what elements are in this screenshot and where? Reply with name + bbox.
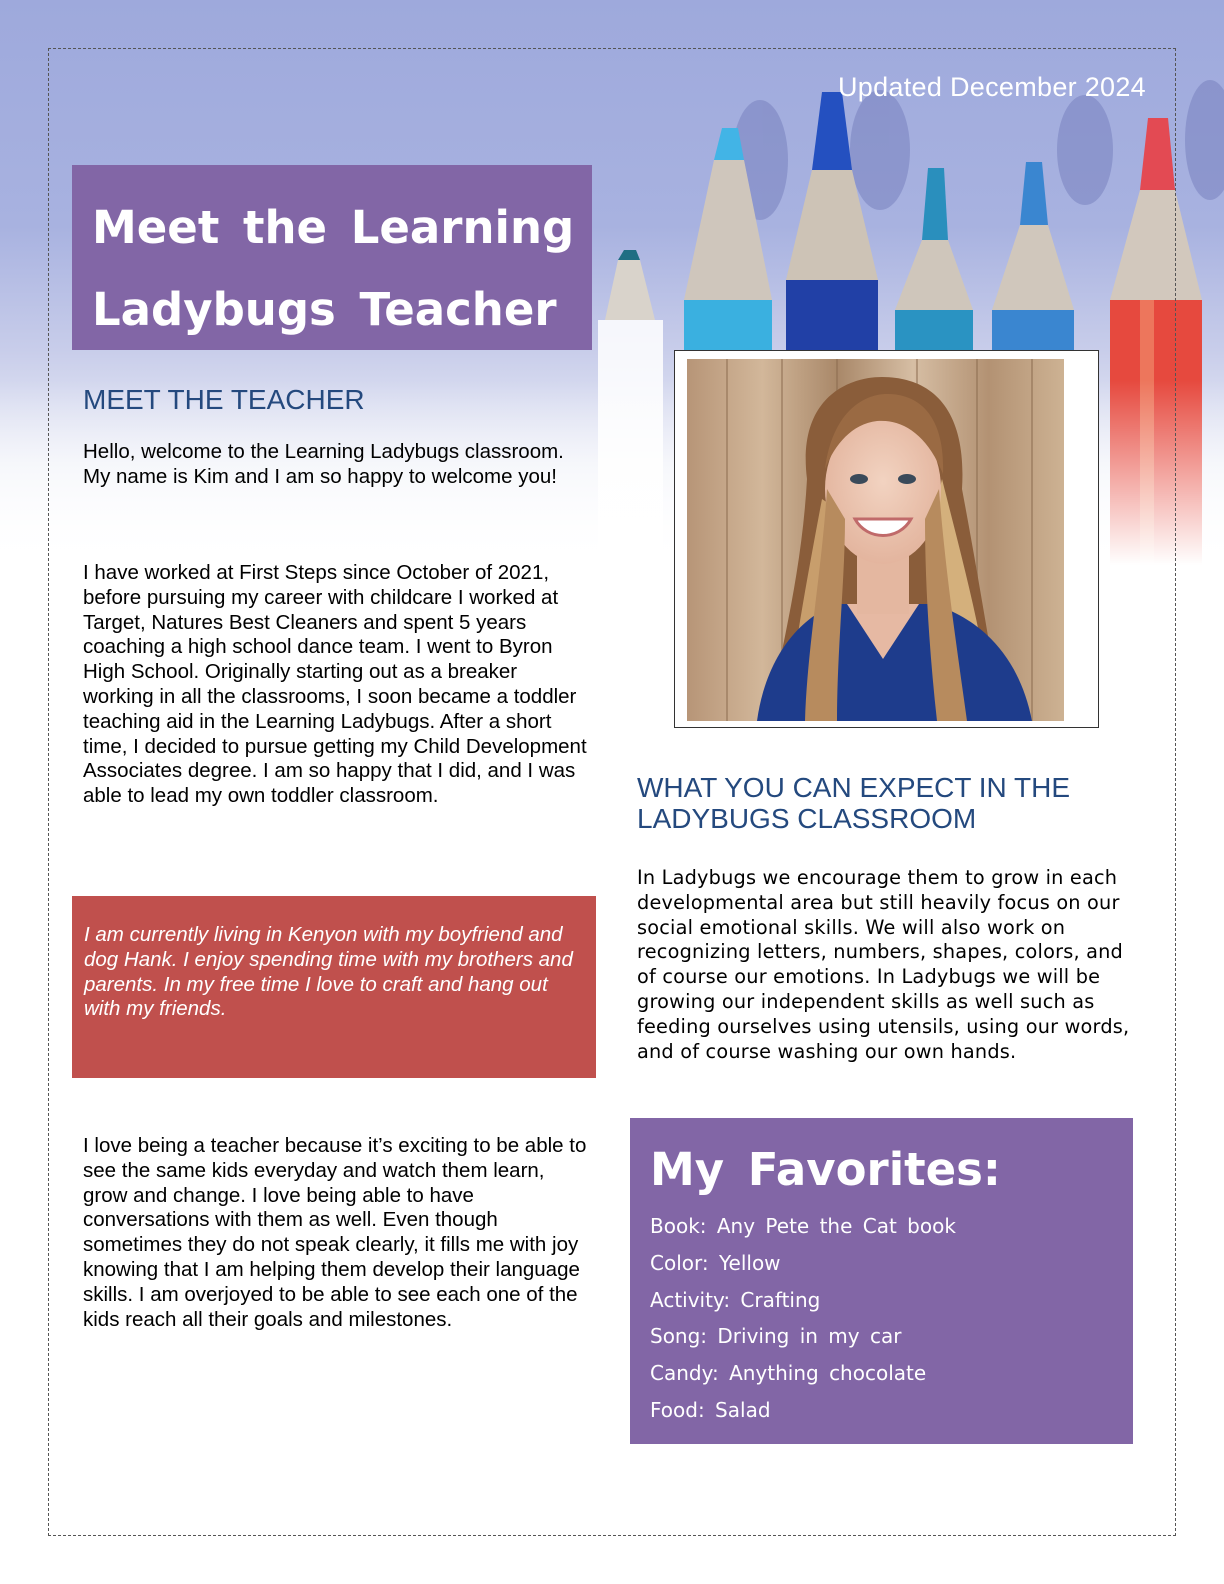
favorites-title: My Favorites: [650, 1143, 1001, 1196]
expect-heading-line-1: WHAT YOU CAN EXPECT IN THE [637, 772, 1071, 803]
favorite-candy: Candy: Anything chocolate [650, 1361, 927, 1386]
page-title-line-1: Meet the Learning [92, 201, 575, 254]
favorite-activity: Activity: Crafting [650, 1287, 821, 1312]
updated-date: Updated December 2024 [838, 72, 1146, 102]
expect-heading [637, 772, 1070, 834]
intro-paragraph: Hello, welcome to the Learning Ladybugs classroom. My name is Kim and I am so happy to welcome you! [83, 440, 564, 488]
page-title-line-2: Ladybugs Teacher [92, 283, 557, 336]
favorite-color: Color: Yellow [650, 1250, 781, 1275]
why-teach-paragraph: I love being a teacher because it’s exciting to be able to see the same kids everyday and watch them learn, grow and change. I love being able to have conversations with them as well. Even though sometimes they do not speak clearly, it fills me with joy knowing that I am helping them develop their language skills. I am overjoyed to be able to see each one of the kids reach all their goals and milestones. [83, 1134, 587, 1331]
meet-the-teacher-heading: MEET THE TEACHER [83, 384, 365, 415]
expect-paragraph: In Ladybugs we encourage them to grow in each developmental area but still heavily focus on our social emotional skills. We will also work on recognizing letters, numbers, shapes, colors, and of course our emotions. In Ladybugs we will be growing our independent skills as well such as feeding ourselves using utensils, using our words, and of course washing our own hands. [637, 866, 1130, 1063]
title-banner [72, 165, 592, 350]
personal-note-text: I am currently living in Kenyon with my boyfriend and dog Hank. I enjoy spending time with my brothers and parents. In my free time I love to craft and hang out with my friends. [84, 923, 573, 1021]
favorites-box [630, 1118, 1133, 1444]
history-paragraph: I have worked at First Steps since October of 2021, before pursuing my career with childcare I worked at Target, Natures Best Cleaners and spent 5 years coaching a high school dance team. I went to Byron High School. Originally starting out as a breaker working in all the classrooms, I soon became a toddler teaching aid in the Learning Ladybugs. After a short time, I decided to pursue getting my Child Development Associates degree. I am so happy that I did, and I was able to lead my own toddler classroom. [83, 561, 587, 808]
expect-heading-line-2: LADYBUGS CLASSROOM [637, 803, 977, 834]
favorite-book: Book: Any Pete the Cat book [650, 1214, 956, 1238]
teacher-photo [687, 359, 1064, 721]
favorite-food: Food: Salad [650, 1397, 771, 1422]
personal-note-box [72, 896, 596, 1078]
teacher-photo-frame [674, 350, 1099, 728]
favorite-song: Song: Driving in my car [650, 1324, 902, 1349]
